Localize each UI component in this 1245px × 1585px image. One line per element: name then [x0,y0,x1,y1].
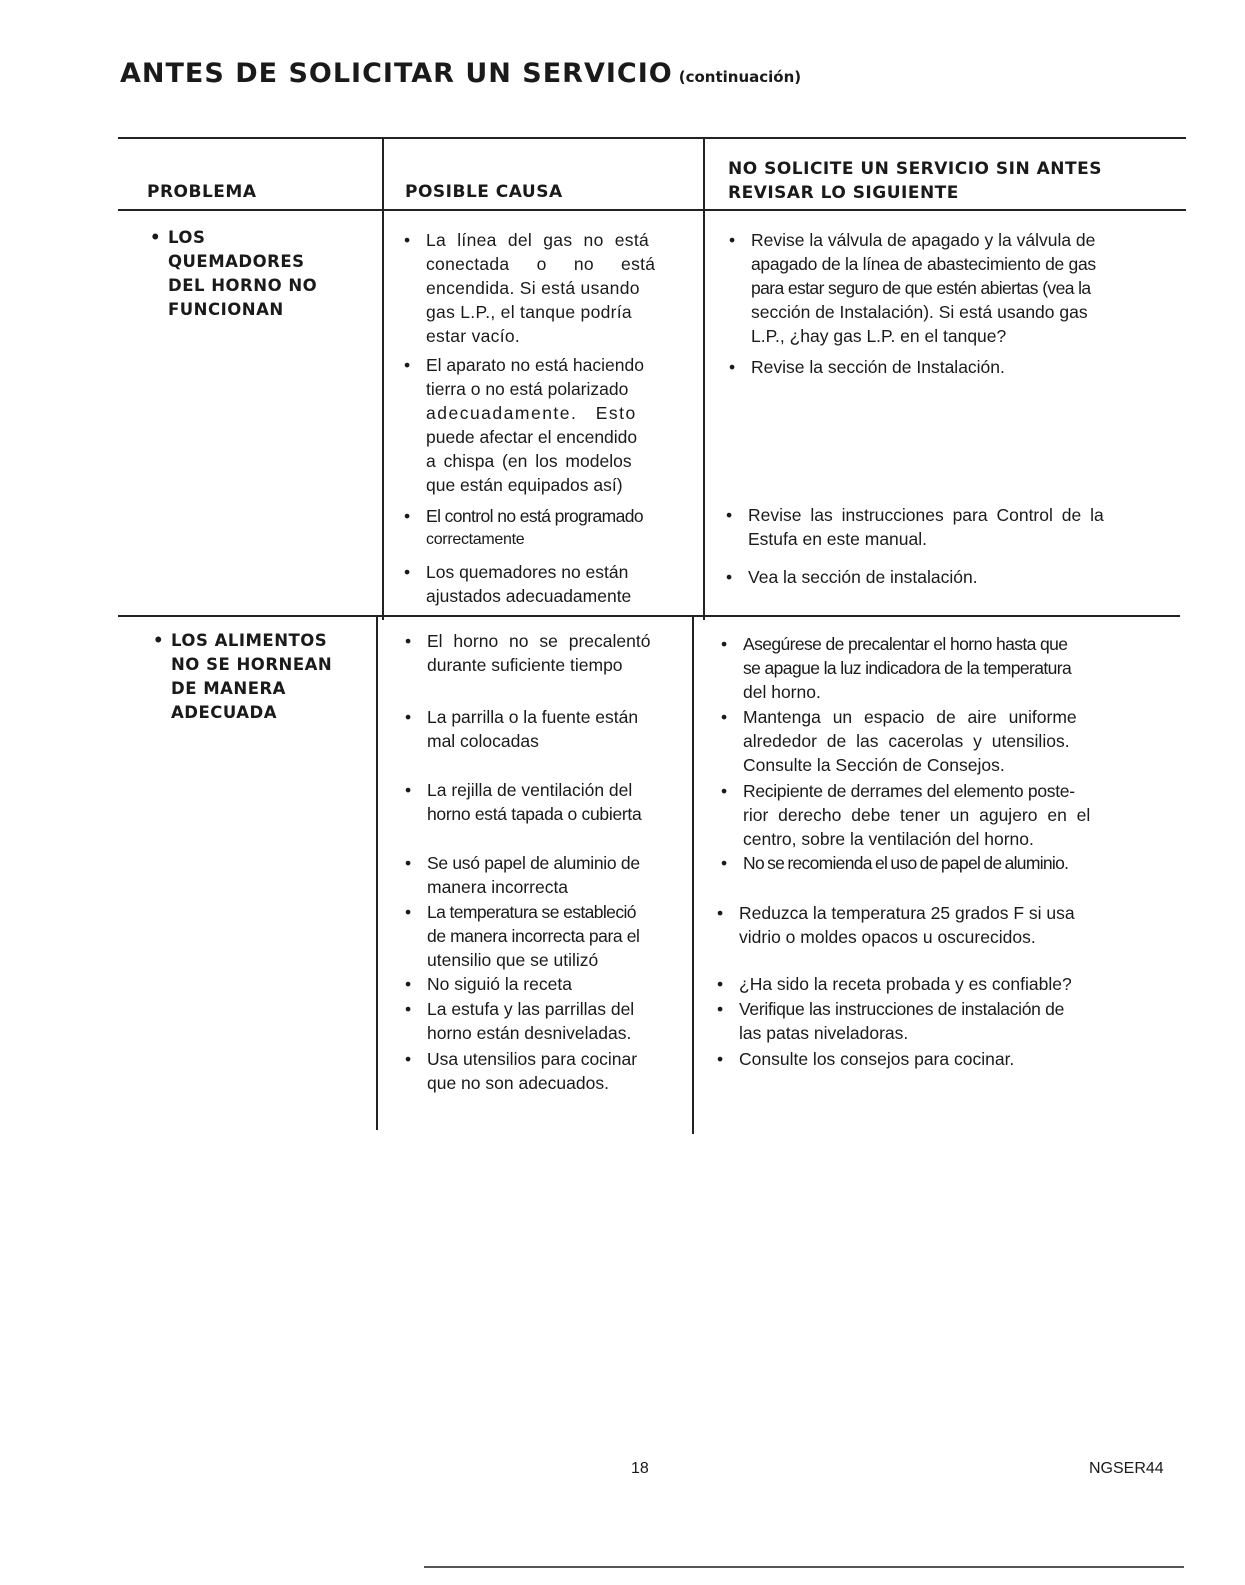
check-item: • Asegúrese de precalentar el horno hasta que se apague la luz indicadora de la temperatura del horno. [721,634,1072,702]
header-cause: POSIBLE CAUSA [405,182,563,202]
header-bottom-rule [118,209,1186,211]
cause-item: • Los quemadores no están ajustados adecuadamente [404,562,632,606]
cause-item: • No siguió la receta [405,974,572,994]
problem-label-burners: • LOS QUEMADORES DEL HORNO NO FUNCIONAN [150,228,318,319]
cause-item: • La estufa y las parrillas del horno están desniveladas. [405,999,635,1043]
page-number: 18 [631,1460,649,1477]
check-item: • Verifique las instrucciones de instalación de las patas niveladoras. [717,999,1065,1043]
check-item: • Reduzca la temperatura 25 grados F si usa vidrio o moldes opacos u oscurecidos. [717,903,1075,947]
check-item: • Revise la sección de Instalación. [729,357,1005,377]
check-item: • Vea la sección de instalación. [726,567,978,587]
cause-item: • La temperatura se estableció de manera incorrecta para el utensilio que se utilizó [405,902,640,970]
title-main: ANTES DE SOLICITAR UN SERVICIO [120,58,673,89]
check-item: • Revise las instrucciones para Control de la Estufa en este manual. [726,505,1104,549]
cause-item: • El control no está programado correctamente [404,506,644,548]
check-item: • No se recomienda el uso de papel de aluminio. [721,853,1069,873]
section-divider-rule [118,615,1180,617]
problem-label-baking: • LOS ALIMENTOS NO SE HORNEAN DE MANERA ADECUADA [153,631,333,722]
check-item: • Consulte los consejos para cocinar. [717,1049,1015,1069]
cause-item: • El aparato no está haciendo tierra o no está polarizado adecuadamente. Esto puede afectar el encendido a chispa (en los modelos que están equipados así) [404,355,644,495]
check-item: • Revise la válvula de apagado y la válvula de apagado de la línea de abastecimiento de gas para estar seguro de que estén abiertas (vea la sección de Instalación). Si está usando gas L.P., ¿hay gas L.P. en el tanque? [729,230,1096,346]
table-top-rule [118,137,1186,139]
cause-item: • La parrilla o la fuente están mal colocadas [405,707,639,751]
cause-item: • La línea del gas no está conectada o no está encendida. Si está usando gas L.P., el tanque podría estar vacío. [404,230,656,346]
page-title [120,58,801,89]
header-problem: PROBLEMA [147,182,257,202]
column-divider-1 [382,139,384,620]
cause-item: • La rejilla de ventilación del horno está tapada o cubierta [405,780,642,824]
column-divider-1b [376,616,378,1130]
header-check: NO SOLICITE UN SERVICIO SIN ANTES REVISAR LO SIGUIENTE [728,159,1102,203]
check-item: • Mantenga un espacio de aire uniforme alrededor de las cacerolas y utensilios. Consulte la Sección de Consejos. [721,707,1077,775]
check-item: • Recipiente de derrames del elemento poste- rior derecho debe tener un agujero en el centro, sobre la ventilación del horno. [721,781,1091,849]
title-continuation: (continuación) [678,68,802,86]
cause-item: • Se usó papel de aluminio de manera incorrecta [405,853,640,897]
check-item: • ¿Ha sido la receta probada y es confiable? [717,974,1072,994]
column-divider-2b [692,616,694,1134]
column-divider-2 [703,139,705,620]
cause-item: • Usa utensilios para cocinar que no son adecuados. [405,1049,638,1093]
bottom-scan-rule [424,1566,1184,1568]
cause-item: • El horno no se precalentó durante suficiente tiempo [405,631,651,675]
document-code: NGSER44 [1089,1460,1164,1477]
